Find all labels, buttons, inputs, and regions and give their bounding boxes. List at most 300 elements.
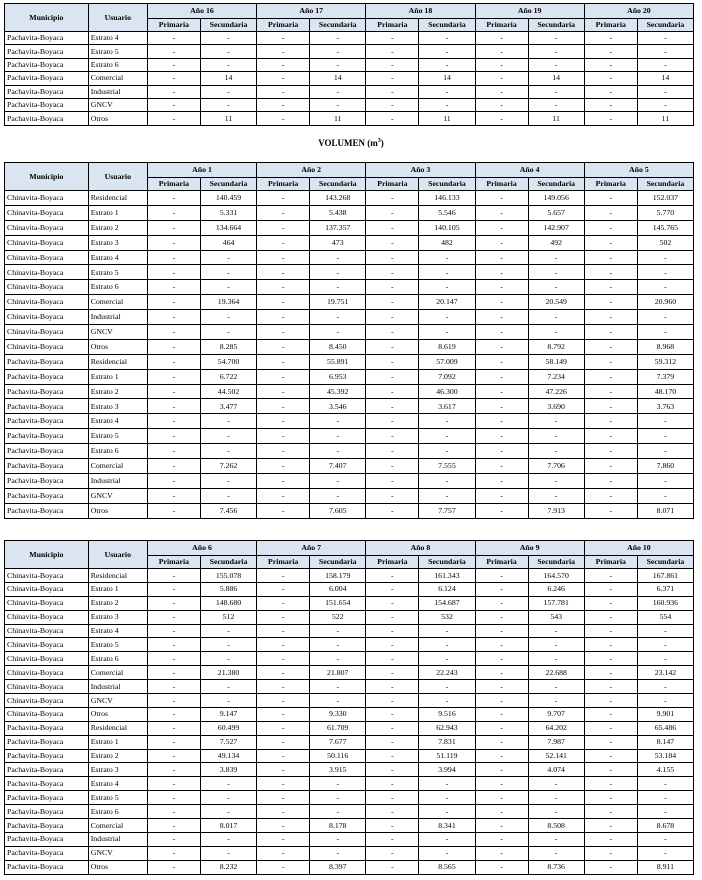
value-cell: - <box>419 832 475 846</box>
value-cell: - <box>584 339 637 354</box>
value-cell: 52.141 <box>528 749 584 763</box>
value-cell: - <box>257 325 310 340</box>
value-cell: 137.357 <box>310 220 366 235</box>
header-secundaria: Secundaria <box>419 556 475 569</box>
value-cell: - <box>147 680 200 694</box>
value-cell: 167.861 <box>637 569 693 583</box>
value-cell: - <box>637 473 693 488</box>
municipio-cell: Pachavita-Boyaca <box>5 72 89 85</box>
value-cell: - <box>475 652 528 666</box>
value-cell: - <box>475 32 528 45</box>
value-cell: 146.133 <box>419 191 475 206</box>
value-cell: 14 <box>637 72 693 85</box>
value-cell: - <box>147 860 200 874</box>
table-row <box>5 819 694 833</box>
table-row <box>5 444 694 459</box>
table-row <box>5 250 694 265</box>
value-cell: - <box>147 791 200 805</box>
value-cell: - <box>366 473 419 488</box>
value-cell: - <box>584 354 637 369</box>
header-secundaria: Secundaria <box>637 556 693 569</box>
value-cell: - <box>366 325 419 340</box>
value-cell: - <box>584 325 637 340</box>
value-cell: - <box>257 58 310 71</box>
value-cell: - <box>419 777 475 791</box>
table-row <box>5 369 694 384</box>
value-cell: 7.860 <box>637 459 693 474</box>
value-cell: - <box>419 325 475 340</box>
value-cell: - <box>584 58 637 71</box>
value-cell: - <box>147 749 200 763</box>
value-cell: - <box>584 265 637 280</box>
value-cell: - <box>147 399 200 414</box>
value-cell: - <box>584 832 637 846</box>
value-cell: - <box>366 280 419 295</box>
value-cell: - <box>475 791 528 805</box>
header-year: Año 17 <box>257 4 366 19</box>
value-cell: - <box>637 777 693 791</box>
value-cell: - <box>475 666 528 680</box>
value-cell: - <box>475 735 528 749</box>
volume-table-years-6-10 <box>4 540 694 875</box>
value-cell: 8.968 <box>637 339 693 354</box>
volume-table-years-1-5 <box>4 162 694 519</box>
value-cell: - <box>257 459 310 474</box>
usuario-cell: Industrial <box>88 832 147 846</box>
value-cell: 62.943 <box>419 721 475 735</box>
value-cell: - <box>475 250 528 265</box>
header-primaria: Primaria <box>147 19 200 32</box>
usuario-cell: Estrato 1 <box>88 582 147 596</box>
value-cell: - <box>257 250 310 265</box>
table-row <box>5 777 694 791</box>
municipio-cell: Chinavita-Boyaca <box>5 220 89 235</box>
municipio-cell: Chinavita-Boyaca <box>5 610 89 624</box>
value-cell: - <box>257 582 310 596</box>
value-cell: - <box>584 414 637 429</box>
value-cell: - <box>419 429 475 444</box>
municipio-cell: Pachavita-Boyaca <box>5 85 89 98</box>
header-secundaria: Secundaria <box>419 19 475 32</box>
value-cell: - <box>584 32 637 45</box>
value-cell: - <box>475 680 528 694</box>
value-cell: - <box>475 721 528 735</box>
municipio-cell: Chinavita-Boyaca <box>5 265 89 280</box>
value-cell: 8.397 <box>310 860 366 874</box>
municipio-cell: Pachavita-Boyaca <box>5 58 89 71</box>
value-cell: - <box>475 846 528 860</box>
header-primaria: Primaria <box>366 19 419 32</box>
value-cell: - <box>528 444 584 459</box>
value-cell: - <box>147 721 200 735</box>
table-row <box>5 58 694 71</box>
usuario-cell: Estrato 6 <box>88 805 147 819</box>
usuario-cell: Estrato 2 <box>88 596 147 610</box>
value-cell: - <box>366 32 419 45</box>
usuario-cell: GNCV <box>88 488 147 503</box>
value-cell: 48.170 <box>637 384 693 399</box>
value-cell: - <box>637 846 693 860</box>
value-cell: 23.142 <box>637 666 693 680</box>
value-cell: - <box>637 624 693 638</box>
table-row <box>5 429 694 444</box>
value-cell: - <box>475 569 528 583</box>
value-cell: - <box>366 652 419 666</box>
value-cell: - <box>310 652 366 666</box>
value-cell: 44.502 <box>200 384 256 399</box>
value-cell: - <box>584 220 637 235</box>
value-cell: - <box>366 596 419 610</box>
municipio-cell: Pachavita-Boyaca <box>5 399 89 414</box>
value-cell: - <box>419 85 475 98</box>
value-cell: - <box>310 250 366 265</box>
header-year: Año 7 <box>257 541 366 556</box>
municipio-cell: Chinavita-Boyaca <box>5 694 89 708</box>
value-cell: - <box>147 58 200 71</box>
value-cell: - <box>366 98 419 111</box>
value-cell: - <box>147 310 200 325</box>
value-cell: - <box>419 414 475 429</box>
value-cell: 482 <box>419 235 475 250</box>
header-primaria: Primaria <box>147 556 200 569</box>
value-cell: - <box>366 250 419 265</box>
value-cell: - <box>257 652 310 666</box>
header-secundaria: Secundaria <box>310 19 366 32</box>
value-cell: 11 <box>200 112 256 125</box>
value-cell: 55.891 <box>310 354 366 369</box>
value-cell: - <box>528 265 584 280</box>
value-cell: - <box>584 295 637 310</box>
header-year: Año 2 <box>257 163 366 178</box>
value-cell: - <box>419 846 475 860</box>
value-cell: - <box>147 832 200 846</box>
value-cell: - <box>147 85 200 98</box>
municipio-cell: Chinavita-Boyaca <box>5 235 89 250</box>
header-primaria: Primaria <box>147 178 200 191</box>
municipio-cell: Chinavita-Boyaca <box>5 624 89 638</box>
value-cell: - <box>147 819 200 833</box>
value-cell: 8.285 <box>200 339 256 354</box>
value-cell: - <box>637 652 693 666</box>
value-cell: - <box>366 610 419 624</box>
value-cell: - <box>366 569 419 583</box>
header-secundaria: Secundaria <box>200 556 256 569</box>
municipio-cell: Pachavita-Boyaca <box>5 721 89 735</box>
value-cell: - <box>528 429 584 444</box>
usuario-cell: Estrato 5 <box>88 638 147 652</box>
value-cell: - <box>419 444 475 459</box>
header-primaria: Primaria <box>584 19 637 32</box>
table-row <box>5 310 694 325</box>
value-cell: - <box>147 652 200 666</box>
table-row <box>5 473 694 488</box>
value-cell: 7.262 <box>200 459 256 474</box>
value-cell: 51.119 <box>419 749 475 763</box>
value-cell: - <box>475 429 528 444</box>
value-cell: 45.392 <box>310 384 366 399</box>
value-cell: - <box>475 280 528 295</box>
value-cell: 7.757 <box>419 503 475 518</box>
value-cell: 134.664 <box>200 220 256 235</box>
value-cell: - <box>528 325 584 340</box>
value-cell: - <box>310 429 366 444</box>
value-cell: - <box>366 354 419 369</box>
value-cell: - <box>584 310 637 325</box>
municipio-cell: Pachavita-Boyaca <box>5 98 89 111</box>
value-cell: - <box>419 265 475 280</box>
municipio-cell: Chinavita-Boyaca <box>5 250 89 265</box>
table-row <box>5 846 694 860</box>
value-cell: - <box>257 846 310 860</box>
usuario-cell: Estrato 3 <box>88 235 147 250</box>
value-cell: - <box>584 749 637 763</box>
value-cell: 7.379 <box>637 369 693 384</box>
value-cell: - <box>257 45 310 58</box>
usuario-cell: Estrato 2 <box>88 220 147 235</box>
value-cell: - <box>366 265 419 280</box>
table-row <box>5 354 694 369</box>
usuario-cell: Otros <box>88 503 147 518</box>
value-cell: - <box>475 354 528 369</box>
value-cell: - <box>147 459 200 474</box>
value-cell: - <box>584 503 637 518</box>
value-cell: - <box>475 749 528 763</box>
header-municipio: Municipio <box>5 4 89 32</box>
table-row <box>5 205 694 220</box>
value-cell: - <box>147 339 200 354</box>
value-cell: - <box>584 569 637 583</box>
municipio-cell: Chinavita-Boyaca <box>5 339 89 354</box>
value-cell: - <box>475 310 528 325</box>
value-cell: - <box>475 220 528 235</box>
value-cell: - <box>147 414 200 429</box>
value-cell: - <box>637 488 693 503</box>
usuario-cell: Otros <box>88 860 147 874</box>
value-cell: - <box>475 596 528 610</box>
value-cell: - <box>257 777 310 791</box>
value-cell: 161.343 <box>419 569 475 583</box>
value-cell: - <box>475 860 528 874</box>
value-cell: - <box>366 414 419 429</box>
value-cell: - <box>584 652 637 666</box>
value-cell: - <box>147 763 200 777</box>
value-cell: - <box>584 819 637 833</box>
value-cell: - <box>147 280 200 295</box>
value-cell: - <box>584 444 637 459</box>
value-cell: - <box>257 791 310 805</box>
value-cell: - <box>475 503 528 518</box>
value-cell: - <box>637 791 693 805</box>
value-cell: - <box>257 310 310 325</box>
value-cell: - <box>528 694 584 708</box>
table-row <box>5 596 694 610</box>
header-primaria: Primaria <box>257 19 310 32</box>
usuario-cell: Otros <box>88 339 147 354</box>
value-cell: - <box>475 369 528 384</box>
value-cell: - <box>475 444 528 459</box>
value-cell: - <box>528 58 584 71</box>
value-cell: - <box>147 112 200 125</box>
value-cell: 19.364 <box>200 295 256 310</box>
value-cell: - <box>200 694 256 708</box>
value-cell: - <box>637 32 693 45</box>
value-cell: - <box>257 295 310 310</box>
municipio-cell: Chinavita-Boyaca <box>5 596 89 610</box>
value-cell: - <box>528 414 584 429</box>
value-cell: 7.605 <box>310 503 366 518</box>
value-cell: - <box>200 638 256 652</box>
municipio-cell: Chinavita-Boyaca <box>5 680 89 694</box>
value-cell: - <box>257 610 310 624</box>
value-cell: - <box>528 98 584 111</box>
value-cell: 11 <box>637 112 693 125</box>
value-cell: - <box>366 191 419 206</box>
section-title: VOLUMEN $(m^3)$ <box>318 138 384 148</box>
value-cell: 8.736 <box>528 860 584 874</box>
value-cell: 8.792 <box>528 339 584 354</box>
value-cell: - <box>147 220 200 235</box>
value-cell: - <box>366 721 419 735</box>
value-cell: - <box>147 72 200 85</box>
value-cell: - <box>475 610 528 624</box>
value-cell: 148.680 <box>200 596 256 610</box>
value-cell: - <box>200 652 256 666</box>
value-cell: - <box>475 265 528 280</box>
value-cell: - <box>475 98 528 111</box>
value-cell: - <box>584 735 637 749</box>
value-cell: 46.300 <box>419 384 475 399</box>
header-municipio: Municipio <box>5 163 89 191</box>
value-cell: 7.555 <box>419 459 475 474</box>
value-cell: - <box>147 624 200 638</box>
municipio-cell: Chinavita-Boyaca <box>5 191 89 206</box>
value-cell: 20.960 <box>637 295 693 310</box>
table-row <box>5 735 694 749</box>
value-cell: - <box>257 624 310 638</box>
value-cell: 492 <box>528 235 584 250</box>
value-cell: 151.654 <box>310 596 366 610</box>
header-year: Año 5 <box>584 163 693 178</box>
municipio-cell: Pachavita-Boyaca <box>5 354 89 369</box>
value-cell: 4.074 <box>528 763 584 777</box>
value-cell: - <box>257 596 310 610</box>
value-cell: - <box>147 265 200 280</box>
value-cell: - <box>147 98 200 111</box>
value-cell: - <box>584 280 637 295</box>
value-cell: - <box>528 777 584 791</box>
value-cell: - <box>419 58 475 71</box>
table-row <box>5 85 694 98</box>
value-cell: 22.243 <box>419 666 475 680</box>
value-cell: - <box>310 32 366 45</box>
value-cell: - <box>584 473 637 488</box>
value-cell: 9.330 <box>310 707 366 721</box>
value-cell: - <box>147 610 200 624</box>
municipio-cell: Pachavita-Boyaca <box>5 32 89 45</box>
value-cell: - <box>584 596 637 610</box>
value-cell: - <box>200 429 256 444</box>
value-cell: 464 <box>200 235 256 250</box>
municipio-cell: Pachavita-Boyaca <box>5 45 89 58</box>
value-cell: - <box>257 638 310 652</box>
value-cell: - <box>257 763 310 777</box>
usuario-cell: Comercial <box>88 72 147 85</box>
value-cell: 8.341 <box>419 819 475 833</box>
value-cell: - <box>528 791 584 805</box>
value-cell: 59.312 <box>637 354 693 369</box>
table-row <box>5 325 694 340</box>
value-cell: 8.565 <box>419 860 475 874</box>
value-cell: 7.527 <box>200 735 256 749</box>
value-cell: - <box>475 414 528 429</box>
value-cell: - <box>257 488 310 503</box>
value-cell: - <box>584 459 637 474</box>
header-secundaria: Secundaria <box>419 178 475 191</box>
municipio-cell: Pachavita-Boyaca <box>5 429 89 444</box>
value-cell: - <box>637 414 693 429</box>
value-cell: - <box>310 680 366 694</box>
value-cell: - <box>147 707 200 721</box>
value-cell: - <box>419 805 475 819</box>
value-cell: - <box>257 205 310 220</box>
value-cell: - <box>147 250 200 265</box>
value-cell: - <box>528 805 584 819</box>
value-cell: - <box>528 45 584 58</box>
value-cell: 6.371 <box>637 582 693 596</box>
value-cell: - <box>147 638 200 652</box>
value-cell: - <box>419 250 475 265</box>
value-cell: - <box>475 582 528 596</box>
header-year: Año 3 <box>366 163 475 178</box>
table-row <box>5 707 694 721</box>
value-cell: 6.124 <box>419 582 475 596</box>
usuario-cell: Estrato 2 <box>88 749 147 763</box>
header-primaria: Primaria <box>475 178 528 191</box>
value-cell: - <box>257 819 310 833</box>
value-cell: 140.459 <box>200 191 256 206</box>
value-cell: 152.037 <box>637 191 693 206</box>
value-cell: - <box>200 310 256 325</box>
value-cell: - <box>584 112 637 125</box>
value-cell: 512 <box>200 610 256 624</box>
header-primaria: Primaria <box>257 556 310 569</box>
value-cell: - <box>637 45 693 58</box>
value-cell: - <box>419 310 475 325</box>
value-cell: - <box>147 235 200 250</box>
usuario-cell: Estrato 3 <box>88 610 147 624</box>
value-cell: 7.092 <box>419 369 475 384</box>
value-cell: - <box>200 777 256 791</box>
municipio-cell: Pachavita-Boyaca <box>5 384 89 399</box>
table-row <box>5 32 694 45</box>
table-row <box>5 220 694 235</box>
municipio-cell: Chinavita-Boyaca <box>5 205 89 220</box>
usuario-cell: Comercial <box>88 295 147 310</box>
usuario-cell: Estrato 4 <box>88 624 147 638</box>
municipio-cell: Pachavita-Boyaca <box>5 763 89 777</box>
value-cell: 473 <box>310 235 366 250</box>
value-cell: 6.722 <box>200 369 256 384</box>
value-cell: - <box>310 325 366 340</box>
value-cell: - <box>310 832 366 846</box>
table-row <box>5 763 694 777</box>
municipio-cell: Pachavita-Boyaca <box>5 369 89 384</box>
value-cell: - <box>366 45 419 58</box>
municipio-cell: Pachavita-Boyaca <box>5 846 89 860</box>
value-cell: - <box>475 339 528 354</box>
usuario-cell: GNCV <box>88 98 147 111</box>
value-cell: 11 <box>528 112 584 125</box>
